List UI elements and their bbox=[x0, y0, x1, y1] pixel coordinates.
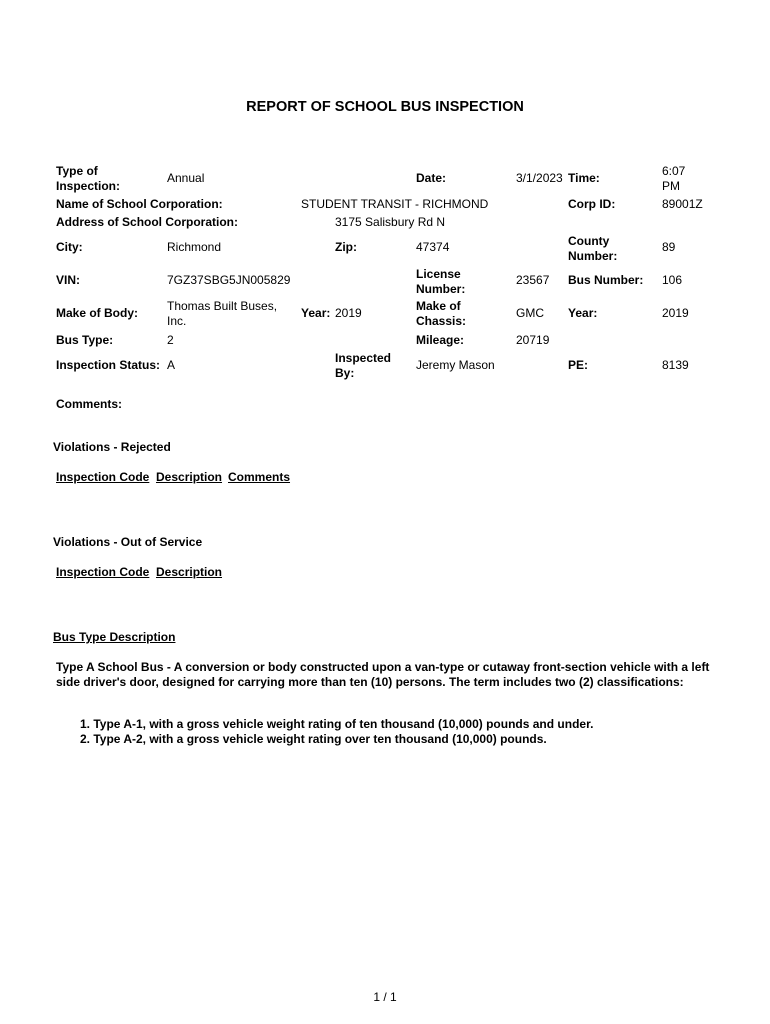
bus-type-description-paragraph: Type A School Bus - A conversion or body constructed upon a van-type or cutaway front-section vehicle with a left side driver's door, designed for carrying more than ten (10) persons. The term includes two (2) classifications: bbox=[56, 660, 710, 689]
time-label: Time: bbox=[568, 171, 600, 185]
body-year-value: 2019 bbox=[335, 306, 362, 320]
make-chassis-label: Make of Chassis: bbox=[416, 299, 467, 328]
bus-type-label: Bus Type: bbox=[56, 333, 114, 347]
zip-value: 47374 bbox=[416, 240, 450, 254]
inspection-status-label: Inspection Status: bbox=[56, 358, 161, 372]
city-label: City: bbox=[56, 240, 83, 254]
bus-type-description-heading: Bus Type Description bbox=[53, 630, 176, 644]
license-label: License Number: bbox=[416, 267, 466, 296]
oos-col-inspection-code: Inspection Code bbox=[56, 565, 150, 579]
make-body-label: Make of Body: bbox=[56, 306, 139, 320]
county-value: 89 bbox=[662, 240, 676, 254]
vin-value: 7GZ37SBG5JN005829 bbox=[167, 273, 291, 287]
oos-col-description: Description bbox=[156, 565, 223, 579]
school-corp-value: STUDENT TRANSIT - RICHMOND bbox=[301, 197, 489, 211]
rejected-col-inspection-code: Inspection Code bbox=[56, 470, 150, 484]
time-value: 6:07 PM bbox=[662, 164, 686, 193]
county-label: County Number: bbox=[568, 234, 618, 263]
bus-type-value: 2 bbox=[167, 333, 174, 347]
school-corp-label: Name of School Corporation: bbox=[56, 197, 223, 211]
address-label: Address of School Corporation: bbox=[56, 215, 239, 229]
address-value: 3175 Salisbury Rd N bbox=[335, 215, 446, 229]
page-number: 1 / 1 bbox=[373, 990, 397, 1004]
violations-rejected-heading: Violations - Rejected bbox=[53, 440, 171, 454]
corp-id-label: Corp ID: bbox=[568, 197, 616, 211]
violations-oos-heading: Violations - Out of Service bbox=[53, 535, 203, 549]
pe-label: PE: bbox=[568, 358, 589, 372]
zip-label: Zip: bbox=[335, 240, 357, 254]
rejected-col-description: Description bbox=[156, 470, 223, 484]
type-of-inspection-label: Type of Inspection: bbox=[56, 164, 121, 193]
mileage-label: Mileage: bbox=[416, 333, 465, 347]
inspected-by-value: Jeremy Mason bbox=[416, 358, 495, 372]
report-title: REPORT OF SCHOOL BUS INSPECTION bbox=[246, 99, 524, 115]
chassis-year-label: Year: bbox=[568, 306, 598, 320]
date-value: 3/1/2023 bbox=[516, 171, 563, 185]
bus-number-value: 106 bbox=[662, 273, 683, 287]
body-year-label: Year: bbox=[301, 306, 331, 320]
city-value: Richmond bbox=[167, 240, 222, 254]
license-value: 23567 bbox=[516, 273, 550, 287]
classification-item: 2. Type A-2, with a gross vehicle weight rating over ten thousand (10,000) pounds. bbox=[80, 732, 547, 746]
type-of-inspection-value: Annual bbox=[167, 171, 205, 185]
inspected-by-label: Inspected By: bbox=[335, 351, 392, 380]
classification-item: 1. Type A-1, with a gross vehicle weight rating of ten thousand (10,000) pounds and under. bbox=[80, 717, 594, 731]
chassis-year-value: 2019 bbox=[662, 306, 689, 320]
pe-value: 8139 bbox=[662, 358, 689, 372]
mileage-value: 20719 bbox=[516, 333, 550, 347]
bus-type-classification-list bbox=[80, 717, 593, 747]
rejected-col-comments: Comments bbox=[228, 470, 291, 484]
bus-number-label: Bus Number: bbox=[568, 273, 644, 287]
make-chassis-value: GMC bbox=[516, 306, 544, 320]
date-label: Date: bbox=[416, 171, 447, 185]
make-body-value: Thomas Built Buses, Inc. bbox=[167, 299, 278, 328]
vin-label: VIN: bbox=[56, 273, 80, 287]
inspection-status-value: A bbox=[167, 358, 176, 372]
comments-label: Comments: bbox=[56, 397, 123, 411]
corp-id-value: 89001Z bbox=[662, 197, 703, 211]
